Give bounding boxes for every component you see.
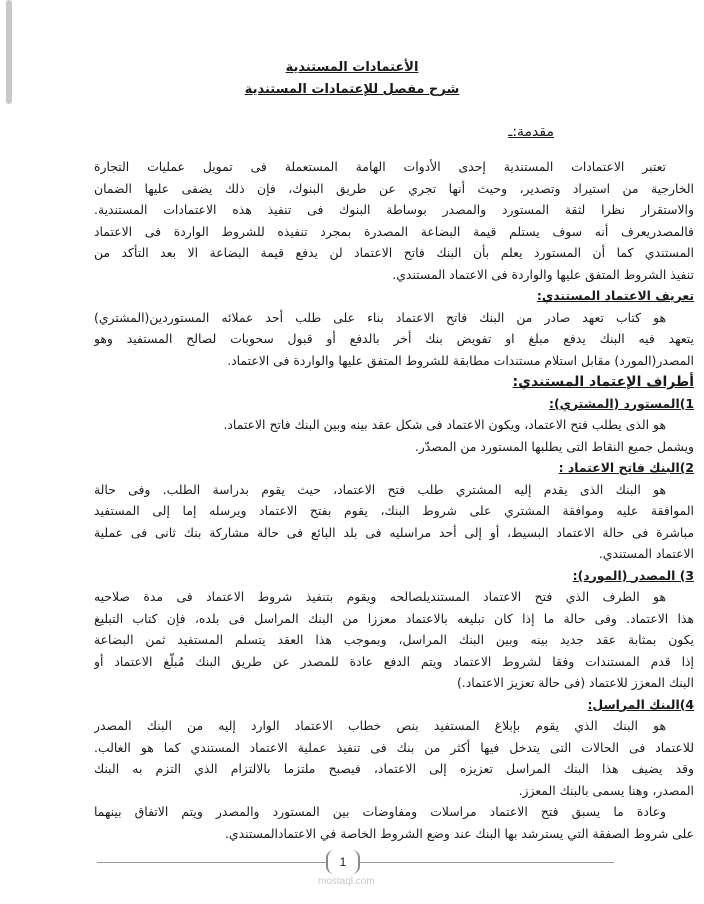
text-line: البنك المعزز للاعتماد (فى حالة تعزيز الاعتماد.): [456, 675, 694, 690]
text-line: هو البنك الذى يقدم إليه المشتري طلب فتح الاعتماد، حيث يقوم بدراسة الطلب. وفى حالة: [94, 481, 666, 497]
text-line: هو البنك الذي يقوم بإبلاغ المستفيد بنص خطاب الاعتماد الوارد إليه من البنك المصدر: [94, 718, 666, 733]
text-line: يكون بمثابة عقد جديد بينه وبين البنك المراسل، وبموجب هذا العقد يتسلم المستفيد ثمن البضاعة: [94, 632, 694, 647]
section-heading: 1)المستورد (المشتري):: [549, 395, 694, 411]
text-line: هو الطرف الذي فتح الاعتماد المستنديلصالحه ويقوم بتنفيذ شروط الاعتماد فى مدة صلاحيه: [94, 589, 666, 604]
text-line: وقد يضيف هذا البنك المراسل تعزيزه إلى الاعتماد، فيصبح ملتزما بالالتزام الذي التزم به البنك: [94, 761, 694, 776]
text-line: هو الذى يطلب فتح الاعتماد، ويكون الاعتماد فى شكل عقد بينه وبين البنك فاتح الاعتماد.: [223, 417, 666, 432]
text-line: إذا قدم المستندات وفقا لشروط الاعتماد ويتم الدفع عادة للمصدر عن طريق البنك مُبلّغ الاعتماد أو: [94, 653, 694, 669]
text-line: تنفيذ الشروط المتفق عليها والواردة فى الاعتماد المستندي.: [392, 266, 694, 282]
page-number: 1: [326, 850, 360, 874]
section-heading: أطراف الإعتماد المستندي:: [512, 374, 694, 390]
text-line: المصدر، وهنا يسمى بالبنك المعزز.: [518, 782, 694, 798]
text-line: وعادة ما يسبق فتح الاعتماد مراسلات ومفاوضات بين المستورد والمصدر ويتم الاتفاق بينهما: [94, 804, 666, 819]
document-subtitle: شرح مفصل للإعتمادات المستندية: [244, 82, 460, 97]
text-line: الخارجية من استيراد وتصدير، وحيث أنها تجري عن طريق البنوك، فإن ذلك يضفى عليها الضمان: [94, 180, 694, 196]
watermark: mostaql.com: [318, 876, 375, 887]
text-line: مباشرة فى حالة الاعتماد البسيط، أو إلى أحد مراسليه فى بلد البائع فى حالة مشاركة بنك ثانى فى عملية: [94, 524, 694, 540]
text-line: المصدر(المورد) مقابل استلام مستندات مطابقة للشروط المتفق عليها والواردة فى الاعتماد.: [227, 352, 694, 368]
text-line: المستندي كما أن المستورد يعلم بأن البنك فاتح الاعتماد لن يدفع قيمة البضاعة الا بعد التأكد من: [94, 245, 694, 260]
text-line: الاعتماد المستندي.: [598, 546, 694, 561]
text-line: هذا الاعتماد. وفى حالة ما إذا كان تبليغه بالاعتماد معززا من البنك المراسل فى بلده، فإن كتاب التبليغ: [94, 610, 694, 626]
text-line: للاعتماد فى الحالات التى يتدخل فيها أكثر من بنك فى تنفيذ عملية الاعتماد المستندي كما هو الغالب.: [94, 739, 694, 755]
document-title: الأعتمادات المستندية: [285, 60, 419, 75]
text-line: هو كتاب تعهد صادر من البنك فاتح الاعتماد بناء على طلب أحد عملائه المستوردين(المشتري): [94, 309, 666, 325]
section-heading: 3) المصدر (المورد):: [572, 567, 694, 583]
section-heading: 2)البنك فاتح الاعتماد :: [558, 460, 694, 475]
text-line: يتعهد فيه البنك يدفع مبلغ او تفويض بنك أخر بالدفع أو قبول سحوبات لصالح المستفيد وهو: [94, 331, 694, 346]
intro-heading: مقدمة:ـ: [508, 124, 554, 140]
text-line: والاستقرار نظرا لثقة المستورد والمصدر بوساطة البنوك فى تنفيذ هذه الاعتمادات المستندية.: [94, 202, 694, 217]
text-line: الموافقة عليه وموافقة المشتري على شروط البنك، يقوم بفتح الاعتماد ويرسله إما إلى المستفيد: [94, 503, 694, 518]
text-line: على شروط الصفقة التي يسترشد بها البنك عند وضع الشروط الخاصة في الاعتمادالمستندي.: [224, 825, 694, 841]
text-line: تعتبر الاعتمادات المستندية إحدى الأدوات الهامة المستعملة فى تمويل عمليات التجارة: [94, 159, 666, 174]
section-heading: تعريف الاعتماد المستندي:: [536, 288, 694, 303]
text-line: فالمصدريعرف أنه سوف يستلم قيمة البضاعة المصدرة بمجرد تنفيذه للشروط الواردة فى الاعتماد: [94, 223, 694, 239]
section-heading: 4)البنك المراسل:: [587, 696, 694, 712]
text-line: ويشمل جميع النقاط التى يطلبها المستورد من المصدّر.: [414, 438, 694, 454]
